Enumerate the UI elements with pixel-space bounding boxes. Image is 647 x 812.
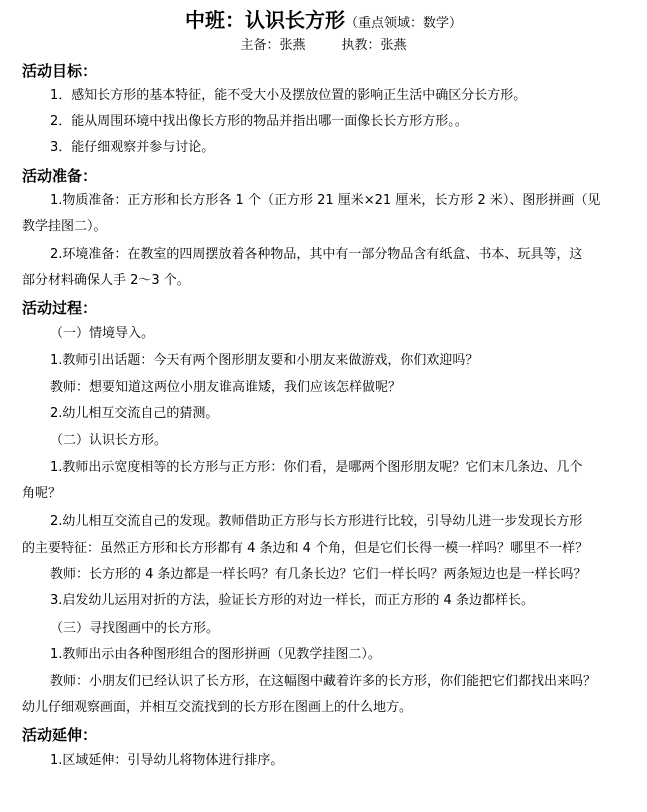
process-step-1-item-2: 教师：想要知道这两位小朋友谁高谁矮，我们应该怎样做呢？ (50, 380, 402, 395)
process-step-3-item-3: 幼儿仔细观察画面，并相互交流找到的长方形在图画上的什么地方。 (22, 700, 413, 715)
prep-environment-line1: 2.环境准备：在教室的四周摆放着各种物品，其中有一部分物品含有纸盒、书本、玩具等，这 (50, 247, 583, 262)
process-step-1-item-1: 1.教师引出话题：今天有两个图形朋友要和小朋友来做游戏，你们欢迎吗？ (50, 353, 479, 368)
process-step-1-title: （一）情境导入。 (50, 326, 155, 341)
prep-material-line2: 教学挂图二）。 (22, 219, 107, 234)
title-field: （重点领域：数学） (344, 16, 462, 31)
prep-material-line1: 1.物质准备：正方形和长方形各 1 个（正方形 21 厘米×21 厘米，长方形 2 米）、图形拼画（见 (50, 193, 601, 208)
goal-item-3: 3．能仔细观察并参与讨论。 (50, 140, 215, 155)
process-step-2-title: （二）认识长方形。 (50, 433, 168, 448)
process-step-2-item-2-line2: 的主要特征：虽然正方形和长方形都有 4 条边和 4 个角，但是它们长得一模一样吗？哪里不一样？ (22, 541, 589, 556)
process-step-2-item-1-line2: 角呢？ (22, 486, 62, 501)
process-step-2-item-3: 教师：长方形的 4 条边都是一样长吗？有几条长边？它们一样长吗？两条短边也是一样长吗？ (50, 567, 587, 582)
process-heading: 活动过程： (22, 299, 98, 317)
author-line (0, 34, 647, 53)
process-step-3-item-1: 1.教师出示由各种图形组合的图形拼画（见教学挂图二）。 (50, 647, 381, 662)
process-step-3-item-2: 教师：小朋友们已经认识了长方形，在这幅图中藏着许多的长方形，你们能把它们都找出来吗？ (50, 674, 597, 689)
goal-item-2: 2．能从周围环境中找出像长方形的物品并指出哪一面像长长方形方形。。 (50, 114, 468, 129)
process-step-1-item-3: 2.幼儿相互交流自己的猜测。 (50, 406, 219, 421)
process-step-3-title: （三）寻找图画中的长方形。 (50, 621, 220, 636)
document-title (0, 4, 647, 33)
process-step-2-item-4: 3.启发幼儿运用对折的方法，验证长方形的对边一样长，而正方形的 4 条边都样长。 (50, 593, 534, 608)
process-step-2-item-1-line1: 1.教师出示宽度相等的长方形与正方形：你们看，是哪两个图形朋友呢？它们末几条边、几个 (50, 460, 583, 475)
extension-item-1: 1.区域延伸：引导幼儿将物体进行排序。 (50, 753, 284, 768)
prep-heading: 活动准备： (22, 167, 98, 185)
prep-environment-line2: 部分材料确保人手 2～3 个。 (22, 273, 190, 288)
extension-heading: 活动延伸： (22, 726, 98, 744)
prepared-by: 主备：张燕 (240, 38, 306, 53)
title-text: 中班：认识长方形 (184, 8, 345, 32)
goal-item-1: 1．感知长方形的基本特征，能不受大小及摆放位置的影响正生活中确区分长方形。 (50, 88, 527, 103)
goals-heading: 活动目标： (22, 62, 98, 80)
process-step-2-item-2-line1: 2.幼儿相互交流自己的发现。教师借助正方形与长方形进行比较，引导幼儿进一步发现长方形 (50, 514, 583, 529)
taught-by: 执教：张燕 (341, 38, 407, 53)
